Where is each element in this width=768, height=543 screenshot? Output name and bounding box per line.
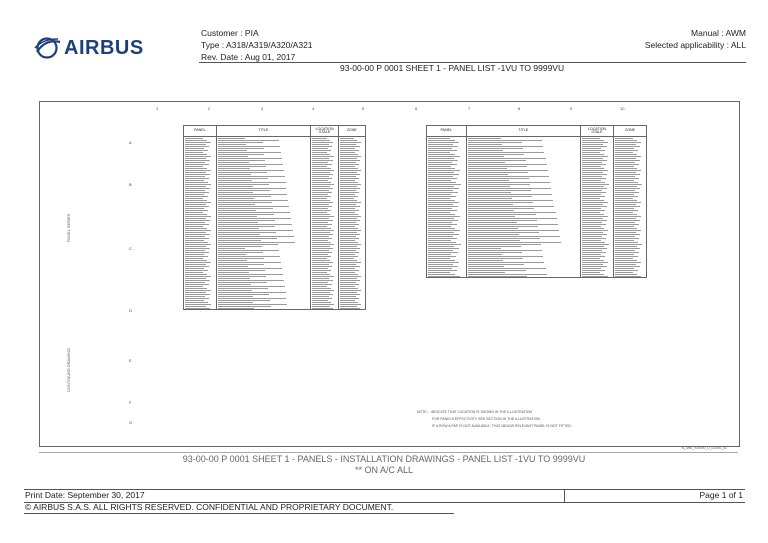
page-number: Page 1 of 1 xyxy=(699,490,743,500)
print-date: Print Date: September 30, 2017 xyxy=(25,490,145,500)
row-letter: G xyxy=(129,420,133,425)
column-header-location: LOCATION STALE xyxy=(311,126,338,137)
column-header-panel: PANEL xyxy=(184,126,217,137)
copyright-notice: © AIRBUS S.A.S. ALL RIGHTS RESERVED. CONFIDENTIAL AND PROPRIETARY DOCUMENT. xyxy=(25,502,394,512)
drawing-reference-code: N_MM_930000_0_01000_01 xyxy=(681,446,727,450)
table-row xyxy=(184,307,366,310)
panel-list-table-right xyxy=(426,125,647,278)
side-label-bottom: CONTINUED DRAWING xyxy=(66,347,71,392)
column-number: 8 xyxy=(518,106,521,111)
note-line: IF A ROW A PAP IS NOT AVAILABLE, THAT MEANS RELEVANT PANEL IS NOT FITTED xyxy=(432,424,571,428)
table-row xyxy=(427,275,647,278)
column-header-location: LOCATION STALE xyxy=(580,126,613,137)
column-number: 7 xyxy=(468,106,471,111)
airbus-logo-icon xyxy=(34,36,62,60)
row-letter: E xyxy=(129,358,132,363)
column-number: 1 xyxy=(156,106,159,111)
applicability-label: Selected applicability : ALL xyxy=(644,40,746,50)
column-header-zone: ZONE xyxy=(338,126,365,137)
column-number: 3 xyxy=(261,106,264,111)
note-line: NOTE: - INDICATE THAT LOCATION IS SHOWN IN THE ILLUSTRATION xyxy=(417,410,533,414)
row-letter: F xyxy=(129,400,132,405)
column-number: 9 xyxy=(570,106,573,111)
row-letter: B xyxy=(129,182,132,187)
footer-rule-bottom xyxy=(24,513,454,514)
revision-date-label: Rev. Date : Aug 01, 2017 xyxy=(201,52,296,62)
column-header-title: TITLE xyxy=(216,126,311,137)
row-letter: A xyxy=(129,140,132,145)
footer-divider xyxy=(564,489,565,502)
drawing-caption: 93-00-00 P 0001 SHEET 1 - PANELS - INSTALLATION DRAWINGS - PANEL LIST -1VU TO 9999VU xyxy=(182,454,586,464)
drawing-caption-applicability: ** ON A/C ALL xyxy=(354,465,414,475)
side-label-top: PANEL SERIES xyxy=(66,213,71,242)
column-header-zone: ZONE xyxy=(613,126,646,137)
column-number: 5 xyxy=(362,106,365,111)
column-number: 4 xyxy=(312,106,315,111)
aircraft-type-label: Type : A318/A319/A320/A321 xyxy=(201,40,313,50)
manual-label: Manual : AWM xyxy=(691,28,746,38)
row-letter: D xyxy=(129,308,132,313)
row-letter: C xyxy=(129,246,132,251)
panel-list-table-left xyxy=(183,125,366,310)
column-number: 6 xyxy=(415,106,418,111)
note-line: FOR PANELS EFFECTIVITY SEE SECTION IN THE ILLUSTRATION xyxy=(432,417,540,421)
column-header-panel: PANEL xyxy=(427,126,467,137)
sheet-title: 93-00-00 P 0001 SHEET 1 - PANEL LIST -1VU TO 9999VU xyxy=(340,63,565,73)
column-number: 10 xyxy=(620,106,625,111)
column-number: 2 xyxy=(208,106,211,111)
logo-wordmark: AIRBUS xyxy=(64,37,144,59)
drawing-notes xyxy=(417,409,571,430)
caption-rule xyxy=(39,452,738,453)
installation-drawing xyxy=(39,101,740,450)
column-header-title: TITLE xyxy=(466,126,580,137)
customer-label: Customer : PIA xyxy=(201,28,259,38)
